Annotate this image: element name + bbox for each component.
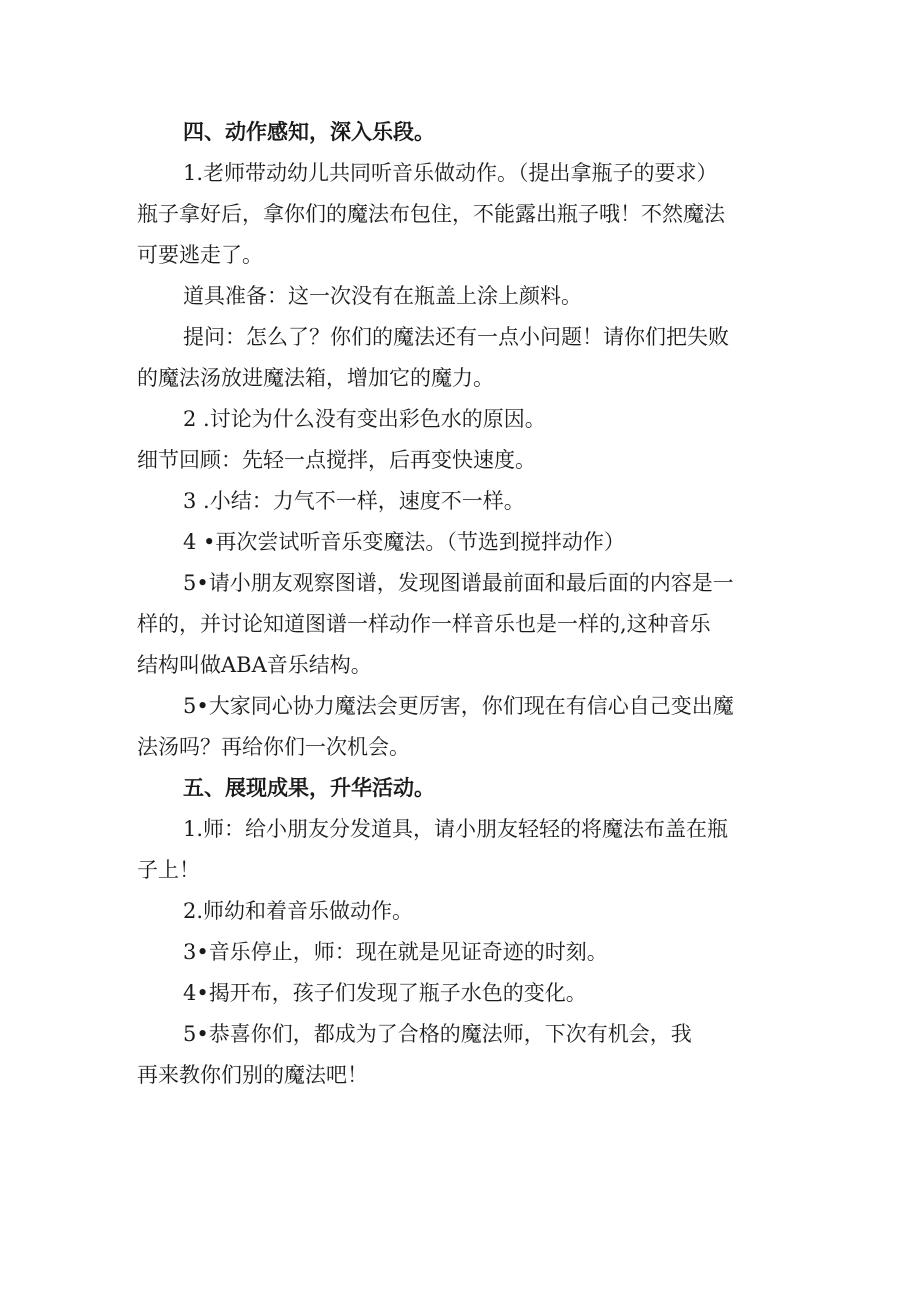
paragraph-5: 细节回顾：先轻一点搅拌，后再变快速度。: [137, 448, 536, 472]
paragraph-12: 3•音乐停止，师：现在就是见证奇迹的时刻。: [183, 940, 608, 964]
paragraph-4: 2 .讨论为什么没有变出彩色水的原因。: [183, 407, 546, 431]
document-body: [137, 112, 792, 1096]
paragraph-10: [137, 809, 792, 850]
paragraph-2: 道具准备：这一次没有在瓶盖上涂上颜料。: [183, 284, 582, 308]
paragraph-1: [137, 153, 792, 194]
paragraph-1-line-2: 瓶子拿好后，拿你们的魔法布包住，不能露出瓶子哦！不然魔法: [137, 202, 725, 226]
paragraph-14-line-2: 再来教你们别的魔法吧！: [137, 1063, 368, 1087]
paragraph-8-continued: [137, 604, 792, 686]
paragraph-3-continued: [137, 358, 792, 399]
paragraph-9-line-2: 法汤吗？再给你们一次机会。: [137, 735, 410, 759]
paragraph-13: 4•揭开布，孩子们发现了瓶子水色的变化。: [183, 981, 587, 1005]
section-heading-5: 五、展现成果，升华活动。: [183, 776, 435, 800]
section-heading-4: 四、动作感知，深入乐段。: [183, 120, 435, 144]
paragraph-10-line-2: 子上！: [137, 858, 200, 882]
paragraph-8-line-3: 结构叫做ABA音乐结构。: [137, 653, 372, 677]
paragraph-1-continued: [137, 194, 792, 276]
paragraph-1-line-3: 可要逃走了。: [137, 243, 263, 267]
paragraph-8-line-2: 样的，并讨论知道图谱一样动作一样音乐也是一样的,这种音乐: [137, 612, 711, 636]
paragraph-6: 3 .小结：力气不一样，速度不一样。: [183, 489, 525, 513]
paragraph-10-continued: [137, 850, 792, 891]
paragraph-14-line-1: 5•恭喜你们，都成为了合格的魔法师，下次有机会，我: [183, 1022, 692, 1046]
paragraph-11: 2.师幼和着音乐做动作。: [183, 899, 414, 923]
paragraph-8-line-1: 5•请小朋友观察图谱，发现图谱最前面和最后面的内容是一: [183, 571, 734, 595]
paragraph-3-line-1: 提问：怎么了？你们的魔法还有一点小问题！请你们把失败: [183, 325, 729, 349]
paragraph-14: [137, 1014, 792, 1055]
paragraph-3: [137, 317, 792, 358]
paragraph-1-line-1: 1.老师带动幼儿共同听音乐做动作。（提出拿瓶子的要求）: [183, 161, 718, 185]
paragraph-3-line-2: 的魔法汤放进魔法箱，增加它的魔力。: [137, 366, 494, 390]
paragraph-9-line-1: 5•大家同心协力魔法会更厉害，你们现在有信心自己变出魔: [183, 694, 734, 718]
paragraph-14-continued: [137, 1055, 792, 1096]
paragraph-9-continued: [137, 727, 792, 768]
paragraph-9: [137, 686, 792, 727]
paragraph-10-line-1: 1.师：给小朋友分发道具，请小朋友轻轻的将魔法布盖在瓶: [183, 817, 729, 841]
paragraph-7: 4 •再次尝试听音乐变魔法。（节选到搅拌动作）: [183, 530, 625, 554]
paragraph-8: [137, 563, 792, 604]
